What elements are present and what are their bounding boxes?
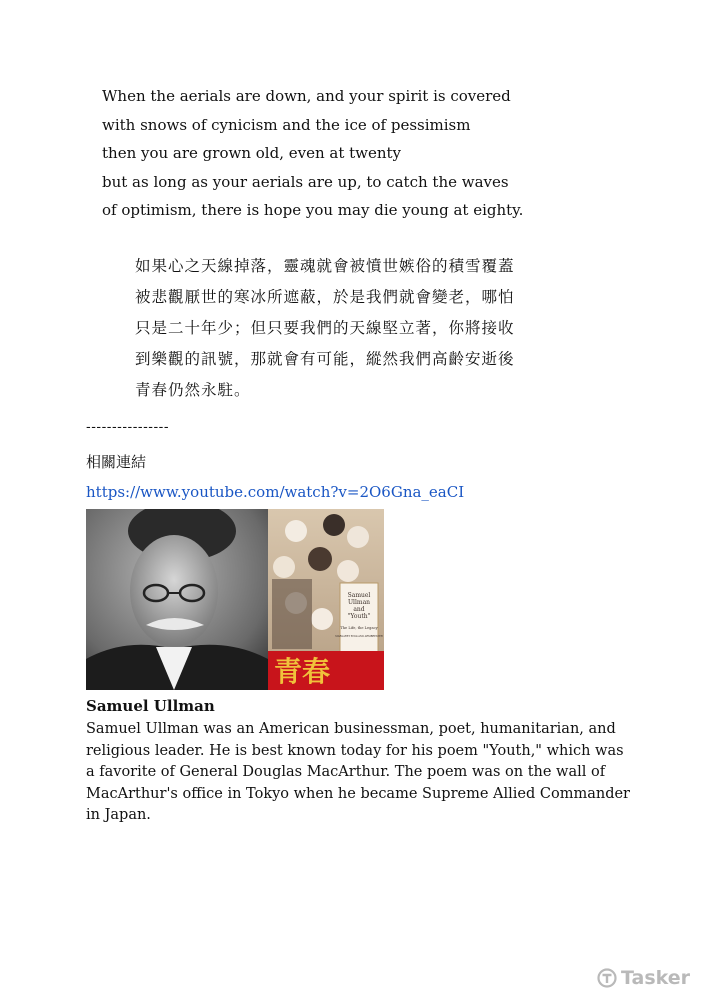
caption-line: a favorite of General Douglas MacArthur. The poem was on the wall of — [86, 764, 606, 780]
poem-line: 青春仍然永駐。 — [135, 381, 251, 399]
poem-line: 被悲觀厭世的寒冰所遮蔽，於是我們就會變老，哪怕 — [135, 288, 515, 306]
tasker-logo-icon — [597, 968, 617, 988]
book-subtitle: The Life, the Legacy — [340, 626, 378, 630]
caption-line: Samuel Ullman was an American businessman, poet, humanitarian, and — [86, 721, 616, 737]
poem-line: 只是二十年少；但只要我們的天線堅立著，你將接收 — [135, 319, 515, 337]
book-title-line: Ullman — [347, 599, 371, 606]
caption-line: in Japan. — [86, 807, 151, 823]
youtube-link[interactable]: https://www.youtube.com/watch?v=2O6Gna_eaCI — [86, 483, 465, 501]
book-title-line: and — [353, 606, 365, 613]
book-title-line: "Youth" — [347, 613, 371, 620]
book-banner-text: 青春 — [273, 655, 331, 688]
caption-line: religious leader. He is best known today for his poem "Youth," which was — [86, 742, 624, 759]
poem-line: 到樂觀的訊號，那就會有可能，縱然我們高齡安逝後 — [135, 350, 515, 368]
poem-line: then you are grown old, even at twenty — [102, 144, 402, 162]
tasker-watermark — [597, 967, 690, 989]
poem-line: 如果心之天線掉落，靈魂就會被憤世嫉俗的積雪覆蓋 — [135, 257, 515, 275]
poem-line: When the aerials are down, and your spirit is covered — [102, 87, 511, 105]
chinese-poem — [135, 251, 515, 406]
book-title-line: Samuel — [347, 592, 371, 599]
watermark-text: Tasker — [621, 967, 691, 989]
caption-title: Samuel Ullman — [86, 697, 215, 715]
caption-line: MacArthur's office in Tokyo when he became Supreme Allied Commander — [86, 785, 630, 802]
poem-line: of optimism, there is hope you may die young at eighty. — [102, 201, 524, 219]
poem-line: with snows of cynicism and the ice of pessimism — [102, 115, 471, 134]
section-divider: ---------------- — [86, 420, 170, 435]
samuel-ullman-photo — [86, 509, 384, 690]
book-author: MARGARET ENGLAND ARMBRESTER — [335, 635, 383, 638]
related-links-heading: 相關連結 — [86, 453, 147, 471]
poem-line: but as long as your aerials are up, to catch the waves — [102, 172, 509, 191]
english-poem — [102, 82, 523, 225]
caption-body — [86, 719, 630, 827]
